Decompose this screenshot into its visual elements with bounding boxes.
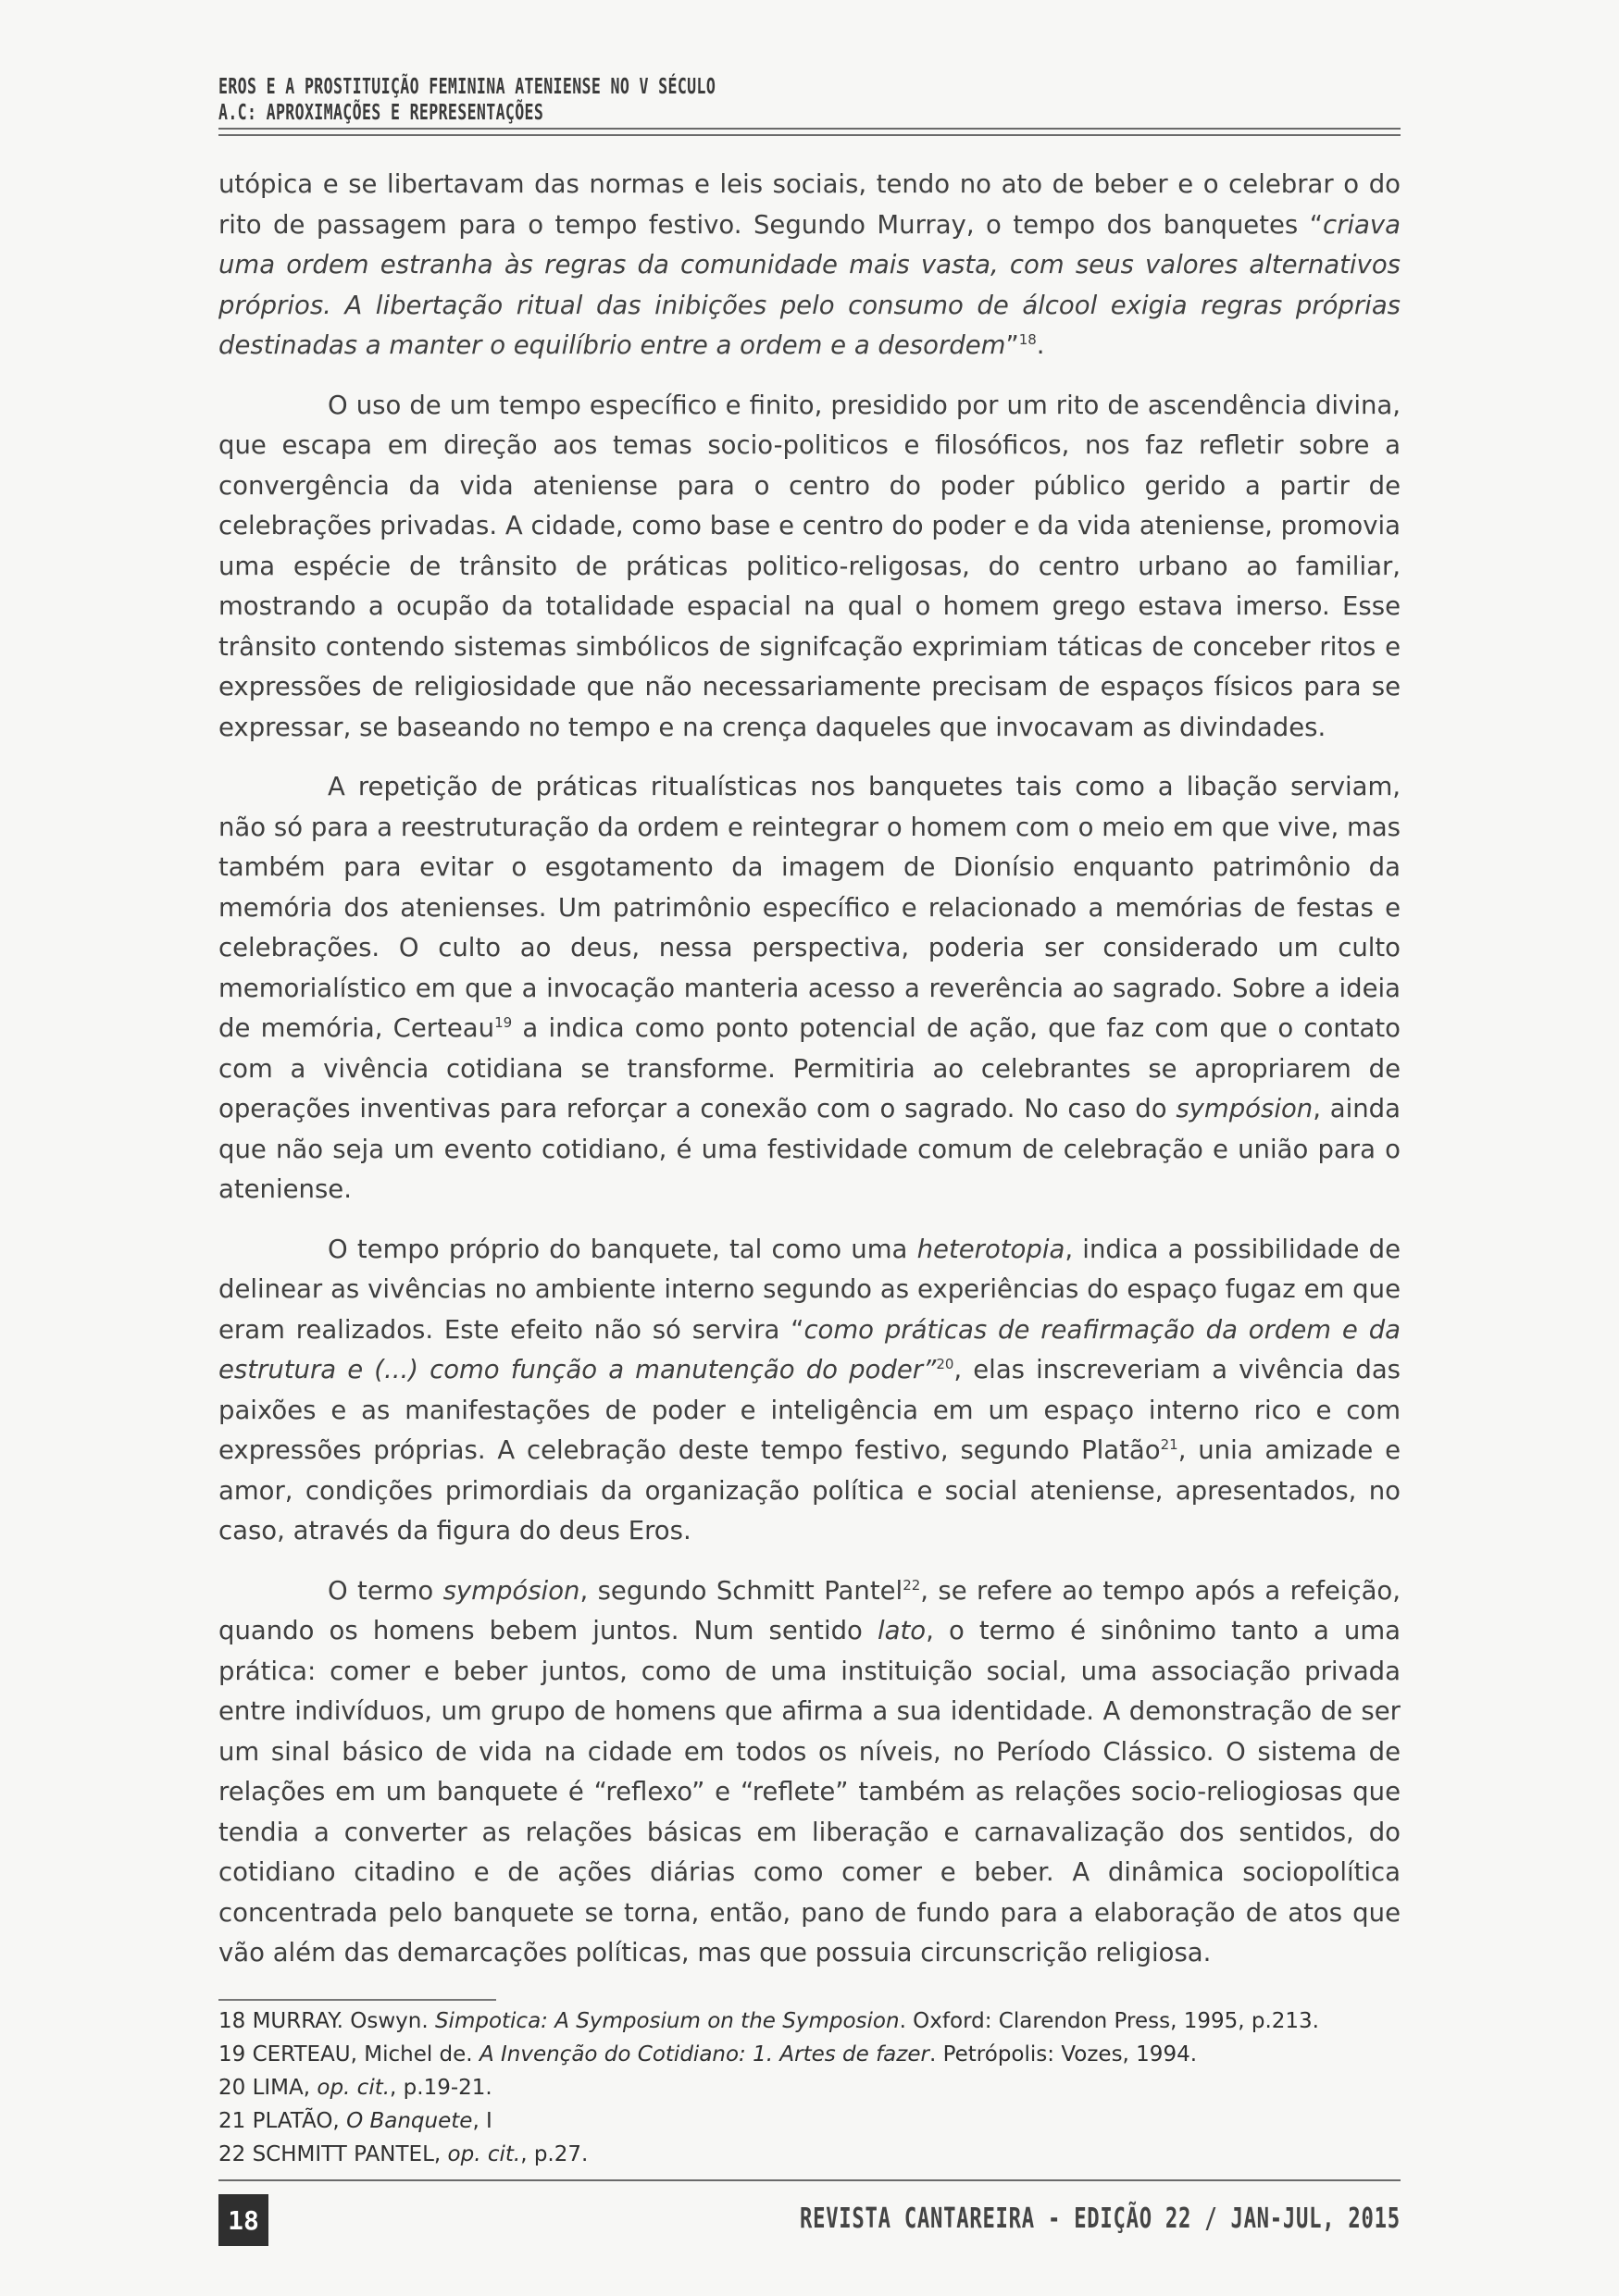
text-run: sympósion (442, 1575, 580, 1606)
text-run: como práticas de reafirmação da ordem e da estrutura e (...) como função a manutenção do poder” (218, 1314, 1401, 1384)
text-run: Simpotica: A Symposium on the Symposion (434, 2009, 900, 2033)
footnote-19 (218, 2038, 1401, 2071)
text-run: ” (1005, 330, 1019, 360)
text-run: op. cit. (317, 2076, 391, 2100)
text-run: op. cit. (447, 2142, 521, 2166)
text-run: , I (472, 2109, 492, 2133)
footnote-separator (218, 1999, 496, 2001)
paragraph-5 (218, 1571, 1401, 1974)
text-run: criava uma ordem estranha às regras da comunidade mais vasta, com seus valores alternativos próprios. A libertação ritual das inibições pelo consumo de álcool exigia regras próprias destinadas a manter o equilíbrio entre a ordem e a desordem (218, 209, 1401, 360)
text-run: , ainda que não seja um evento cotidiano, é uma festividade comum de celebração e união para o ateniense. (218, 1094, 1401, 1204)
header-rule-top (218, 128, 1401, 130)
text-run: , elas inscreveriam a vivência das paixões e as manifestações de poder e inteligência em um espaço interno rico e com expressões próprias. A celebração deste tempo festivo, segundo Platão (218, 1355, 1401, 1465)
paragraph-3 (218, 767, 1401, 1210)
text-run: , p.27. (520, 2142, 589, 2166)
text-run: 18 MURRAY. Oswyn. (218, 2009, 435, 2033)
journal-footer: REVISTA CANTAREIRA - EDIÇÃO 22 / JAN-JUL, 2015 (800, 2203, 1401, 2235)
text-run: A Invenção do Cotidiano: 1. Artes de fazer (479, 2042, 929, 2066)
text-run: utópica e se libertavam das normas e leis sociais, tendo no ato de beber e o celebrar o do rito de passagem para o tempo festivo. Segundo Murray, o tempo dos banquetes “ (218, 169, 1401, 240)
text-run: , p.19-21. (390, 2076, 492, 2100)
text-run: 21 PLATÃO, (218, 2109, 347, 2133)
footnote-21 (218, 2104, 1401, 2138)
text-run: 20 LIMA, (218, 2076, 318, 2100)
text-run: heterotopia (916, 1234, 1065, 1264)
page-number: 18 (218, 2194, 268, 2246)
text-run: 22 SCHMITT PANTEL, (218, 2142, 448, 2166)
paragraph-2 (218, 386, 1401, 749)
text-run: , o termo é sinônimo tanto a uma prática: comer e beber juntos, como de uma instituição social, uma associação privada entre indivíduos, um grupo de homens que afirma a sua identidade. A demonstração de ser um sinal básico de vida na cidade em todos os níveis, no Período Clássico. O sistema de relações em um banquete é “reflexo” e “reflete” também as relações socio-reliogiosas que tendia a converter as relações básicas em liberação e carnavalização dos sentidos, do cotidiano citadino e de ações diárias como comer e beber. A dinâmica sociopolítica concentrada pelo banquete se torna, então, pano de fundo para a elaboração de atos que vão além das demarcações políticas, mas que possuia circunscrição religiosa. (218, 1616, 1401, 1967)
footnotes (218, 2004, 1401, 2171)
footnote-ref: 19 (494, 1013, 513, 1031)
header-rule-bottom (218, 134, 1401, 136)
text-run: O termo (328, 1575, 443, 1606)
footnote-ref: 20 (936, 1355, 954, 1372)
text-run: sympósion (1176, 1094, 1314, 1123)
text-run: O tempo próprio do banquete, tal como uma (328, 1234, 917, 1264)
text-run: , se refere ao tempo após a refeição, quando os homens bebem juntos. Num sentido (218, 1575, 1401, 1645)
footnote-18 (218, 2004, 1401, 2038)
text-run: 19 CERTEAU, Michel de. (218, 2042, 479, 2066)
footnote-22 (218, 2138, 1401, 2171)
footer-rule (218, 2179, 1401, 2181)
text-run: O uso de um tempo específico e finito, presidido por um rito de ascendência divina, que escapa em direção aos temas socio-politicos e filosóficos, nos faz refletir sobre a convergência da vida ateniense para o centro do poder público gerido a partir de celebrações privadas. A cidade, como base e centro do poder e da vida ateniense, promovia uma espécie de trânsito de práticas politico-religosas, do centro urbano ao familiar, mostrando a ocupão da totalidade espacial na qual o homem grego estava imerso. Esse trânsito contendo sistemas simbólicos de signifcação exprimiam táticas de conceber ritos e expressões de religiosidade que não necessariamente precisam de espaços físicos para se expressar, se baseando no tempo e na crença daqueles que invocavam as divindades. (218, 390, 1401, 742)
text-run: , indica a possibilidade de delinear as vivências no ambiente interno segundo as experiências do espaço fugaz em que eram realizados. Este efeito não só servira “ (218, 1234, 1401, 1345)
text-run: . Petrópolis: Vozes, 1994. (928, 2042, 1198, 2066)
text-run: . Oxford: Clarendon Press, 1995, p.213. (899, 2009, 1319, 2033)
paragraph-1 (218, 165, 1401, 366)
text-run: a indica como ponto potencial de ação, que faz com que o contato com a vivência cotidiana se transforme. Permitiria ao celebrantes se apropriarem de operações inventivas para reforçar a conexão com o sagrado. No caso do (218, 1013, 1401, 1123)
footnote-ref: 21 (1160, 1435, 1178, 1453)
footnote-ref: 18 (1018, 330, 1037, 348)
footnote-ref: 22 (903, 1576, 921, 1594)
body-text (218, 165, 1401, 1993)
text-run: lato (877, 1616, 927, 1645)
text-run: , segundo Schmitt Pantel (579, 1575, 903, 1606)
text-run: A repetição de práticas ritualísticas nos banquetes tais como a libação serviam, não só para a reestruturação da ordem e reintegrar o homem com o meio em que vive, mas também para evitar o esgotamento da imagem de Dionísio enquanto patrimônio da memória dos atenienses. Um patrimônio específico e relacionado a memórias de festas e celebrações. O culto ao deus, nessa perspectiva, poderia ser considerado um culto memorialístico em que a invocação manteria acesso a reverência ao sagrado. Sobre a ideia de memória, Certeau (218, 772, 1401, 1043)
text-run: . (1036, 330, 1045, 360)
running-header-title: EROS E A PROSTITUIÇÃO FEMININA ATENIENSE NO V SÉCULO A.C: APROXIMAÇÕES E REPRESENTAÇÕES (218, 75, 716, 125)
text-run: O Banquete (346, 2109, 473, 2133)
paragraph-4 (218, 1230, 1401, 1552)
text-run: , unia amizade e amor, condições primordiais da organização política e social ateniense, apresentados, no caso, através da figura do deus Eros. (218, 1435, 1401, 1545)
footnote-20 (218, 2071, 1401, 2104)
